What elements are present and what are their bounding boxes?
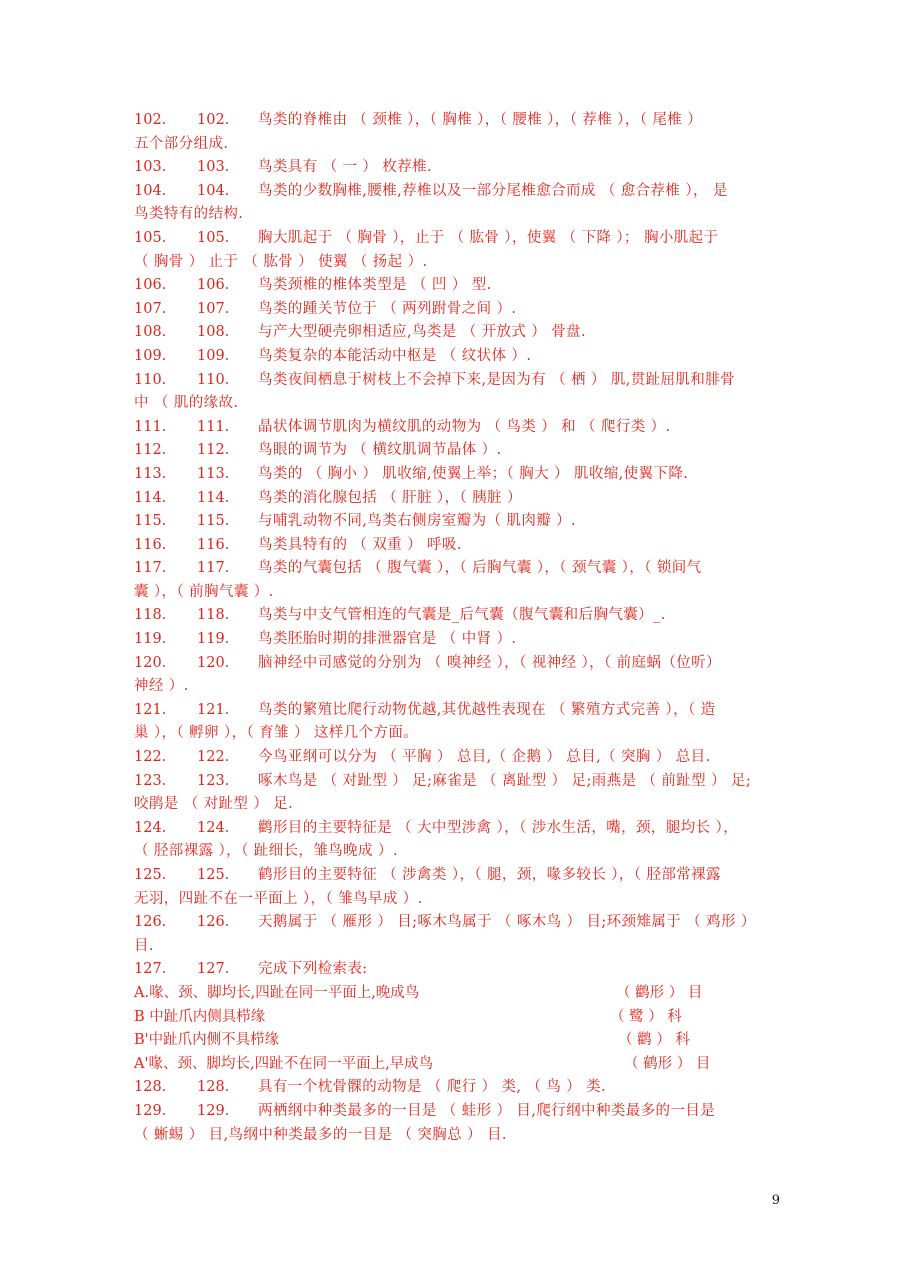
question-number: 122. — [134, 749, 167, 766]
question-number: 124. — [134, 819, 167, 836]
question-text: 鸟类胚胎时期的排泄器官是 （ 中肾 ）. — [258, 631, 517, 648]
question-number-repeat: 118. — [197, 607, 230, 624]
question-continuation-line — [134, 251, 780, 275]
question-text: 与产大型硬壳卵相适应,鸟类是 （ 开放式 ） 骨盘. — [258, 324, 587, 341]
question-line — [134, 699, 780, 723]
key-description: A.喙、颈、脚均长,四趾在同一平面上,晚成鸟 — [134, 984, 420, 1001]
question-text-continued: 五个部分组成. — [134, 135, 229, 152]
key-line — [134, 1029, 780, 1053]
question-number-repeat: 122. — [197, 749, 230, 766]
question-text: 鸟类的脊椎由 （ 颈椎 ），（ 胸椎 ），（ 腰椎 ），（ 荐椎 ），（ 尾椎 ） — [258, 112, 703, 128]
question-line — [134, 1100, 780, 1124]
question-line — [134, 487, 780, 511]
question-number-repeat: 127. — [197, 961, 230, 978]
question-line — [134, 1076, 780, 1100]
question-continuation-line — [134, 888, 780, 912]
question-continuation-line — [134, 1124, 780, 1148]
question-text: 胸大肌起于 （ 胸骨 ），止于 （ 肱骨 ），使翼 （ 下降 ）； 胸小肌起于 — [258, 229, 719, 246]
question-line — [134, 369, 780, 393]
question-number: 108. — [134, 324, 167, 341]
question-line — [134, 345, 780, 369]
question-continuation-line — [134, 675, 780, 699]
question-text-continued: 囊 ），（ 前胸气囊 ）. — [134, 583, 274, 600]
question-text: 今鸟亚纲可以分为 （ 平胸 ） 总目,（ 企鹅 ） 总目,（ 突胸 ） 总目. — [258, 749, 711, 766]
question-line — [134, 227, 780, 251]
question-line — [134, 180, 780, 204]
question-text: 脑神经中司感觉的分别为 （ 嗅神经 ），（ 视神经 ），（ 前庭蜗（位听） — [258, 654, 721, 671]
page-content — [134, 109, 780, 1147]
question-text: 啄木鸟是 （ 对趾型 ） 足;麻雀是 （ 离趾型 ） 足;雨燕是 （ 前趾型 ） 足; — [258, 772, 752, 789]
question-continuation-line — [134, 203, 780, 227]
question-number: 110. — [134, 371, 167, 388]
question-line — [134, 770, 780, 794]
question-text: 鸟类的繁殖比爬行动物优越,其优越性表现在 （ 繁殖方式完善 ），（ 造 — [258, 701, 716, 718]
question-text: 具有一个枕骨髁的动物是 （ 爬行 ） 类, （ 鸟 ） 类. — [258, 1079, 607, 1096]
question-number: 119. — [134, 631, 167, 648]
question-text: 鹤形目的主要特征 （ 涉禽类 ），（ 腿，颈，喙多较长 ），（ 胫部常裸露 — [258, 867, 721, 883]
question-text: 天鹅属于 （ 雁形 ） 目;啄木鸟属于 （ 啄木鸟 ） 目;环颈雉属于 （ 鸡形 ） — [258, 914, 756, 931]
question-text: 鸟类的少数胸椎,腰椎,荐椎以及一部分尾椎愈合而成 （ 愈合荐椎 ）， 是 — [258, 182, 728, 199]
question-line — [134, 817, 780, 841]
question-number: 121. — [134, 701, 167, 718]
question-line — [134, 652, 780, 676]
question-number-repeat: 124. — [197, 819, 230, 836]
question-line — [134, 534, 780, 558]
question-number: 104. — [134, 182, 167, 199]
key-answer: （ 鹭 ） 科 — [610, 1008, 682, 1025]
key-answer: （ 鹤形 ） 目 — [624, 1055, 711, 1072]
question-text: 鸟类具有 （ 一 ） 枚荐椎. — [258, 159, 433, 176]
question-number-repeat: 105. — [197, 229, 230, 246]
question-number: 106. — [134, 277, 167, 294]
question-number: 118. — [134, 607, 167, 624]
question-number-repeat: 126. — [197, 914, 230, 931]
question-text-continued: （ 胸骨 ） 止于 （ 肱骨 ） 使翼 （ 扬起 ）. — [134, 253, 428, 270]
question-number: 129. — [134, 1102, 167, 1119]
question-text: 鸟类与中支气管相连的气囊是_后气囊（腹气囊和后胸气囊）_. — [258, 607, 666, 624]
question-number: 115. — [134, 513, 167, 530]
question-number-repeat: 109. — [197, 347, 230, 364]
question-text: 鸟类的踵关节位于 （ 两列跗骨之间 ）. — [258, 300, 517, 317]
question-number-repeat: 116. — [197, 536, 230, 553]
question-text: 与哺乳动物不同,鸟类右侧房室瓣为（ 肌肉瓣 ）. — [258, 513, 577, 530]
question-continuation-line — [134, 935, 780, 959]
key-answer: （ 鹳 ） 科 — [618, 1032, 690, 1049]
question-number-repeat: 102. — [197, 112, 230, 128]
question-number: 126. — [134, 914, 167, 931]
question-number: 109. — [134, 347, 167, 364]
question-line — [134, 463, 780, 487]
key-answer: （ 鹳形 ） 目 — [616, 984, 703, 1001]
question-line — [134, 109, 780, 133]
question-text-continued: 鸟类特有的结构. — [134, 206, 244, 223]
question-continuation-line — [134, 793, 780, 817]
question-number: 102. — [134, 112, 167, 128]
question-text: 晶状体调节肌肉为横纹肌的动物为 （ 鸟类 ） 和 （ 爬行类 ）. — [258, 418, 671, 435]
question-text: 鸟类复杂的本能活动中枢是 （ 纹状体 ）. — [258, 347, 532, 364]
question-number-repeat: 114. — [197, 489, 230, 506]
question-number-repeat: 125. — [197, 867, 230, 883]
question-text-continued: 咬鹃是 （ 对趾型 ） 足. — [134, 796, 294, 813]
question-line — [134, 274, 780, 298]
key-description: B'中趾爪内侧不具栉缘 — [134, 1032, 280, 1049]
question-line — [134, 604, 780, 628]
question-line — [134, 557, 780, 581]
question-number: 128. — [134, 1079, 167, 1096]
question-number-repeat: 115. — [197, 513, 230, 530]
question-number: 111. — [134, 418, 167, 435]
question-number: 116. — [134, 536, 167, 553]
question-number: 105. — [134, 229, 167, 246]
question-number: 113. — [134, 465, 167, 482]
question-number: 117. — [134, 560, 167, 577]
question-continuation-line — [134, 392, 780, 416]
key-description: A'喙、颈、脚均长,四趾不在同一平面上,早成鸟 — [134, 1055, 434, 1072]
question-text-continued: （ 胫部裸露 ），（ 趾细长，雏鸟晚成 ）. — [134, 843, 398, 860]
question-line — [134, 321, 780, 345]
question-line — [134, 416, 780, 440]
question-number-repeat: 129. — [197, 1102, 230, 1119]
question-text-continued: 中 （ 肌的缘故. — [134, 395, 239, 412]
question-text-continued: 神经 ）. — [134, 678, 189, 695]
question-text: 鸟类的气囊包括 （ 腹气囊 ），（ 后胸气囊 ），（ 颈气囊 ），（ 锁间气 — [258, 560, 702, 577]
question-number: 125. — [134, 867, 167, 883]
question-number-repeat: 106. — [197, 277, 230, 294]
question-number-repeat: 107. — [197, 300, 230, 317]
question-continuation-line — [134, 840, 780, 864]
question-text: 鸟类夜间栖息于树枝上不会掉下来,是因为有 （ 栖 ） 肌,贯趾屈肌和腓骨 — [258, 371, 736, 388]
question-text: 鸟类的 （ 胸小 ） 肌收缩,使翼上举；（ 胸大 ） 肌收缩,使翼下降. — [258, 465, 689, 482]
question-line — [134, 958, 780, 982]
question-line — [134, 864, 780, 888]
question-text-continued: 目. — [134, 937, 154, 954]
key-line — [134, 1006, 780, 1030]
question-line — [134, 298, 780, 322]
key-line — [134, 982, 780, 1006]
question-number-repeat: 103. — [197, 159, 230, 176]
question-number-repeat: 108. — [197, 324, 230, 341]
question-line — [134, 439, 780, 463]
question-number: 120. — [134, 654, 167, 671]
question-number-repeat: 119. — [197, 631, 230, 648]
question-continuation-line — [134, 133, 780, 157]
question-number-repeat: 111. — [197, 418, 230, 435]
question-number: 103. — [134, 159, 167, 176]
question-text-continued: 无羽，四趾不在一平面上 ），（ 雏鸟早成 ）. — [134, 890, 423, 907]
question-number: 123. — [134, 772, 167, 789]
question-text: 完成下列检索表: — [258, 961, 368, 978]
question-number-repeat: 120. — [197, 654, 230, 671]
question-text: 鸟类颈椎的椎体类型是 （ 凹 ） 型. — [258, 277, 492, 294]
question-number: 114. — [134, 489, 167, 506]
question-text: 鹳形目的主要特征是 （ 大中型涉禽 ），（ 涉水生活，嘴，颈，腿均长 ）， — [258, 819, 739, 836]
question-number-repeat: 113. — [197, 465, 230, 482]
question-number-repeat: 123. — [197, 772, 230, 789]
question-number: 107. — [134, 300, 167, 317]
question-continuation-line — [134, 722, 780, 746]
question-text: 两栖纲中种类最多的一目是 （ 蛙形 ） 目,爬行纲中种类最多的一目是 — [258, 1102, 716, 1119]
key-line — [134, 1053, 780, 1077]
question-number-repeat: 117. — [197, 560, 230, 577]
question-text-continued: 巢 ），（ 孵卵 ），（ 育雏 ） 这样几个方面。 — [134, 725, 419, 742]
question-line — [134, 156, 780, 180]
question-text-continued: （ 蜥蜴 ） 目,鸟纲中种类最多的一目是 （ 突胸总 ） 目. — [134, 1126, 507, 1143]
question-line — [134, 510, 780, 534]
question-text: 鸟眼的调节为 （ 横纹肌调节晶体 ）. — [258, 442, 502, 459]
question-text: 鸟类的消化腺包括 （ 肝脏 ），（ 胰脏 ） — [258, 489, 522, 506]
page-number: 9 — [771, 1193, 780, 1208]
question-number-repeat: 104. — [197, 182, 230, 199]
question-number-repeat: 121. — [197, 701, 230, 718]
question-number: 127. — [134, 961, 167, 978]
question-text: 鸟类具特有的 （ 双重 ） 呼吸. — [258, 536, 462, 553]
question-number: 112. — [134, 442, 167, 459]
key-description: B 中趾爪内侧具栉缘 — [134, 1008, 266, 1025]
question-line — [134, 911, 780, 935]
question-number-repeat: 110. — [197, 371, 230, 388]
question-number-repeat: 112. — [197, 442, 230, 459]
question-line — [134, 628, 780, 652]
question-number-repeat: 128. — [197, 1079, 230, 1096]
question-line — [134, 746, 780, 770]
question-continuation-line — [134, 581, 780, 605]
